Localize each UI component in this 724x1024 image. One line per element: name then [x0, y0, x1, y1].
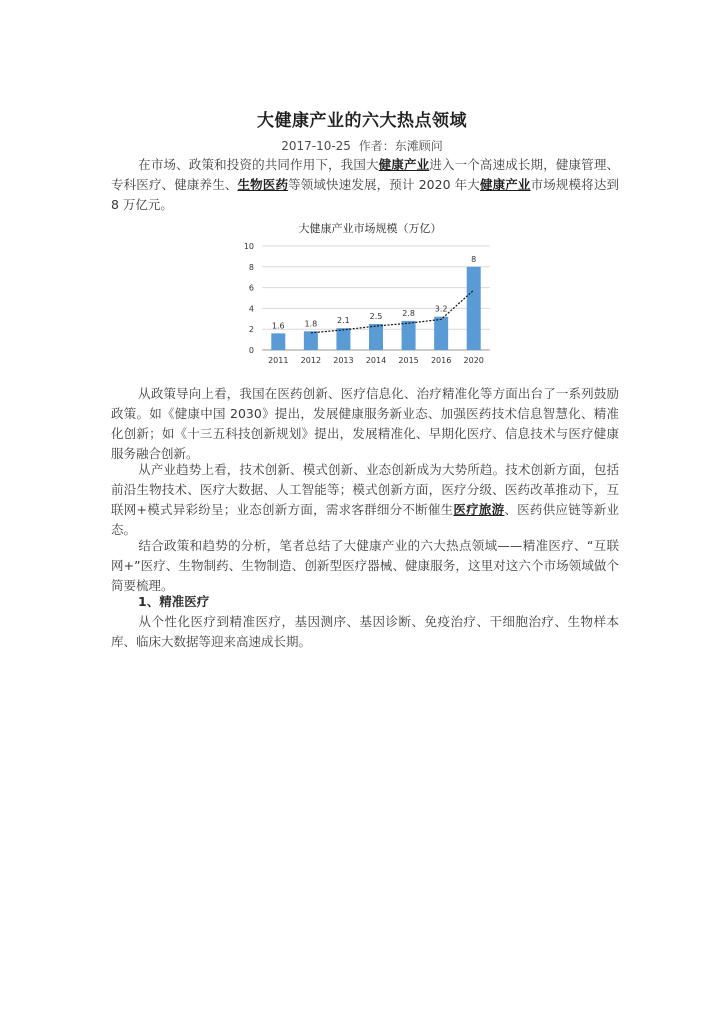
p1-text-d: 市场规模将达到 8 万亿元。	[111, 177, 619, 212]
bar-2015	[402, 321, 416, 350]
p1-text-a: 在市场、政策和投资的共同作用下，我国大	[138, 157, 379, 172]
x-tick-label-2012: 2012	[300, 356, 322, 365]
keyword-link-biomedicine[interactable]: 生物医药	[237, 177, 289, 192]
article-meta	[0, 137, 724, 154]
value-label-2015: 2.8	[402, 308, 415, 318]
article-date: 2017-10-25	[281, 139, 351, 153]
y-tick-label: 8	[248, 262, 254, 272]
article-author: 作者：东滩顾问	[358, 139, 443, 153]
bar-2014	[369, 324, 383, 350]
market-size-chart	[232, 216, 494, 371]
x-tick-label-2013: 2013	[333, 356, 354, 365]
p3-text-a: 从产业趋势上看，技术创新、模式创新、业态创新成为大势所趋。技术创新方面，包括前沿生物技术、医疗大数据、人工智能等；模式创新方面，医疗分级、医药改革推动下，互联网+模式异彩纷呈；业态创新方面，需求客群细分不断催生	[111, 462, 619, 517]
paragraph-summary	[111, 536, 619, 596]
bar-2012	[304, 331, 318, 350]
y-tick-label: 6	[248, 283, 254, 293]
value-label-2020: 8	[471, 254, 477, 264]
chart-title: 大健康产业市场规模（万亿）	[298, 222, 442, 235]
y-tick-label: 10	[243, 242, 254, 251]
chart-y-ticks	[244, 242, 254, 355]
x-tick-label-2015: 2015	[398, 356, 419, 365]
x-tick-label-2020: 2020	[463, 356, 484, 365]
p1-text-b: 进入一个高速成长期，健康管理、专科医疗、健康养生、	[111, 157, 619, 192]
value-label-2014: 2.5	[369, 312, 383, 321]
value-label-2012: 1.8	[304, 319, 318, 329]
value-label-2011: 1.6	[271, 321, 285, 331]
x-tick-label-2014: 2014	[365, 356, 387, 365]
value-label-2016: 3.2	[434, 304, 448, 314]
chart-trendline	[311, 290, 474, 333]
paragraph-intro	[111, 155, 619, 215]
p4-text: 结合政策和趋势的分析，笔者总结了大健康产业的六大热点领域——精准医疗、“互联网+”医疗、生物制药、生物制造、创新型医疗器械、健康服务，这里对这六个市场领域做个简要梳理。	[111, 538, 619, 593]
chart-x-ticks	[268, 356, 484, 365]
paragraph-trend	[111, 460, 619, 540]
y-tick-label: 2	[248, 325, 254, 335]
p5-text: 从个性化医疗到精准医疗，基因测序、基因诊断、免疫治疗、干细胞治疗、生物样本库、临床大数据等迎来高速成长期。	[111, 614, 619, 649]
article-title: 大健康产业的六大热点领域	[257, 111, 467, 131]
paragraph-policy	[111, 384, 619, 464]
keyword-link-health-industry[interactable]: 健康产业	[378, 157, 430, 172]
bar-2011	[271, 333, 285, 350]
x-tick-label-2016: 2016	[430, 356, 452, 365]
bar-2013	[336, 328, 350, 350]
x-tick-label-2011: 2011	[268, 356, 289, 365]
paragraph-precision-medicine	[111, 612, 619, 652]
y-tick-label: 4	[248, 304, 254, 314]
keyword-link-medical-tourism[interactable]: 医疗旅游	[453, 502, 505, 517]
keyword-link-health-industry-2[interactable]: 健康产业	[479, 177, 531, 192]
p3-text-b: 、医药供应链等新业态。	[111, 502, 619, 537]
p1-text-c: 等领域快速发展，预计 2020 年大	[288, 177, 480, 192]
bar-2020	[467, 267, 481, 350]
p2-text: 从政策导向上看，我国在医药创新、医疗信息化、治疗精准化等方面出台了一系列鼓励政策。如《健康中国 2030》提出，发展健康服务新业态、加强医药技术信息智慧化、精准化创新；如《十三五科技创新规划》提出，发展精准化、早期化医疗、信息技术与医疗健康服务融合创新。	[111, 386, 619, 461]
value-label-2013: 2.1	[337, 316, 350, 326]
bar-2016	[434, 317, 448, 350]
section-heading-precision-medicine: 1、精准医疗	[138, 594, 210, 609]
y-tick-label: 0	[248, 346, 254, 355]
